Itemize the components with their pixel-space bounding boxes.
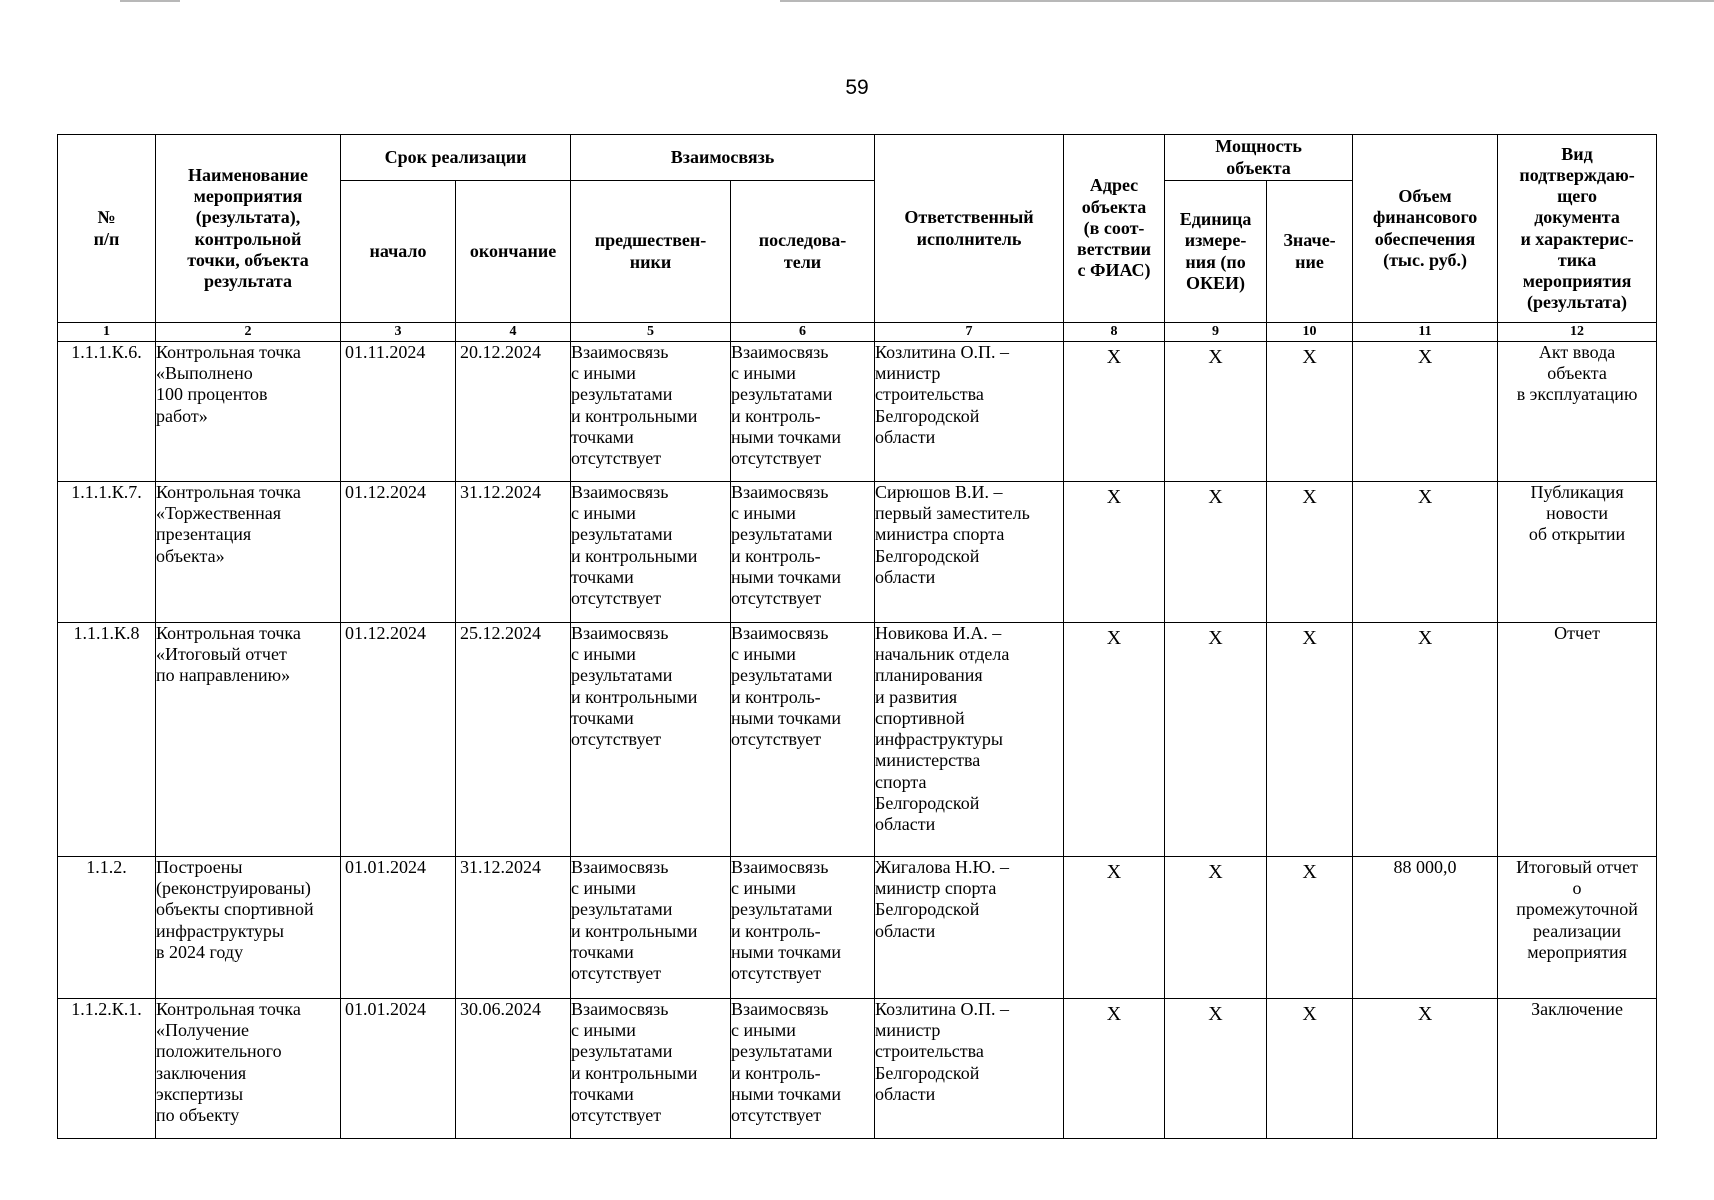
- cell-num: 1.1.2.К.1.: [58, 999, 156, 1139]
- cell-responsible: Жигалова Н.Ю. – министр спорта Белгородской области: [875, 857, 1064, 999]
- header-num: № п/п: [58, 135, 156, 323]
- cell-address: Х: [1064, 623, 1165, 857]
- cell-num: 1.1.1.К.7.: [58, 482, 156, 623]
- table-row: [58, 999, 1657, 1139]
- header-value: Значе- ние: [1267, 181, 1353, 323]
- cell-name: Контрольная точка «Выполнено 100 процентов работ»: [156, 342, 341, 482]
- cell-document: Заключение: [1498, 999, 1657, 1139]
- cell-funding: Х: [1353, 999, 1498, 1139]
- cell-unit: Х: [1165, 857, 1267, 999]
- column-number: 7: [875, 323, 1064, 342]
- cell-start: 01.12.2024: [341, 623, 456, 857]
- table-header: [58, 135, 1657, 342]
- column-number: 1: [58, 323, 156, 342]
- cell-responsible: Козлитина О.П. – министр строительства Белгородской области: [875, 999, 1064, 1139]
- plan-table: [57, 134, 1657, 1139]
- cell-responsible: Козлитина О.П. – министр строительства Белгородской области: [875, 342, 1064, 482]
- cell-unit: Х: [1165, 482, 1267, 623]
- cell-end: 25.12.2024: [456, 623, 571, 857]
- header-capacity: Мощность объекта: [1165, 135, 1353, 181]
- cell-document: Отчет: [1498, 623, 1657, 857]
- table-row: [58, 482, 1657, 623]
- cell-num: 1.1.1.К.8: [58, 623, 156, 857]
- cell-num: 1.1.2.: [58, 857, 156, 999]
- cell-num: 1.1.1.К.6.: [58, 342, 156, 482]
- cell-document: Акт ввода объекта в эксплуатацию: [1498, 342, 1657, 482]
- column-number: 10: [1267, 323, 1353, 342]
- column-number: 5: [571, 323, 731, 342]
- cell-predecessors: Взаимосвязь с иными результатами и контрольными точками отсутствует: [571, 342, 731, 482]
- cell-funding: Х: [1353, 482, 1498, 623]
- table-row: [58, 623, 1657, 857]
- cell-value: Х: [1267, 623, 1353, 857]
- cell-predecessors: Взаимосвязь с иными результатами и контрольными точками отсутствует: [571, 482, 731, 623]
- cell-start: 01.01.2024: [341, 999, 456, 1139]
- cell-responsible: Новикова И.А. – начальник отдела планирования и развития спортивной инфраструктуры министерства спорта Белгородской области: [875, 623, 1064, 857]
- column-number: 2: [156, 323, 341, 342]
- cell-end: 30.06.2024: [456, 999, 571, 1139]
- cell-successors: Взаимосвязь с иными результатами и контроль- ными точками отсутствует: [731, 999, 875, 1139]
- header-period: Срок реализации: [341, 135, 571, 181]
- cell-funding: Х: [1353, 342, 1498, 482]
- cell-successors: Взаимосвязь с иными результатами и контроль- ными точками отсутствует: [731, 623, 875, 857]
- column-number: 9: [1165, 323, 1267, 342]
- cell-value: Х: [1267, 857, 1353, 999]
- cell-address: Х: [1064, 482, 1165, 623]
- scan-edge-line: [780, 0, 1714, 2]
- cell-name: Контрольная точка «Торжественная презентация объекта»: [156, 482, 341, 623]
- column-number: 3: [341, 323, 456, 342]
- cell-value: Х: [1267, 342, 1353, 482]
- column-number: 6: [731, 323, 875, 342]
- header-address: Адрес объекта (в соот- ветствии с ФИАС): [1064, 135, 1165, 323]
- cell-successors: Взаимосвязь с иными результатами и контроль- ными точками отсутствует: [731, 342, 875, 482]
- cell-value: Х: [1267, 482, 1353, 623]
- cell-name: Контрольная точка «Получение положительного заключения экспертизы по объекту: [156, 999, 341, 1139]
- cell-value: Х: [1267, 999, 1353, 1139]
- table-body: [58, 342, 1657, 1139]
- header-unit: Единица измере- ния (по ОКЕИ): [1165, 181, 1267, 323]
- header-end: окончание: [456, 181, 571, 323]
- cell-document: Публикация новости об открытии: [1498, 482, 1657, 623]
- cell-funding: 88 000,0: [1353, 857, 1498, 999]
- column-number: 8: [1064, 323, 1165, 342]
- header-funding: Объем финансового обеспечения (тыс. руб.): [1353, 135, 1498, 323]
- header-relation: Взаимосвязь: [571, 135, 875, 181]
- cell-start: 01.12.2024: [341, 482, 456, 623]
- column-number: 12: [1498, 323, 1657, 342]
- header-name: Наименование мероприятия (результата), контрольной точки, объекта результата: [156, 135, 341, 323]
- scan-edge-line: [120, 0, 180, 2]
- cell-end: 31.12.2024: [456, 857, 571, 999]
- cell-address: Х: [1064, 857, 1165, 999]
- cell-name: Построены (реконструированы) объекты спортивной инфраструктуры в 2024 году: [156, 857, 341, 999]
- cell-start: 01.11.2024: [341, 342, 456, 482]
- table-row: [58, 342, 1657, 482]
- header-predecessors: предшествен- ники: [571, 181, 731, 323]
- column-number: 4: [456, 323, 571, 342]
- cell-predecessors: Взаимосвязь с иными результатами и контрольными точками отсутствует: [571, 623, 731, 857]
- column-number-row: [58, 323, 1657, 342]
- cell-unit: Х: [1165, 623, 1267, 857]
- cell-predecessors: Взаимосвязь с иными результатами и контрольными точками отсутствует: [571, 857, 731, 999]
- table-row: [58, 857, 1657, 999]
- cell-responsible: Сирюшов В.И. – первый заместитель министра спорта Белгородской области: [875, 482, 1064, 623]
- cell-end: 31.12.2024: [456, 482, 571, 623]
- page-number: 59: [845, 76, 869, 99]
- cell-name: Контрольная точка «Итоговый отчет по направлению»: [156, 623, 341, 857]
- cell-predecessors: Взаимосвязь с иными результатами и контрольными точками отсутствует: [571, 999, 731, 1139]
- cell-end: 20.12.2024: [456, 342, 571, 482]
- cell-address: Х: [1064, 342, 1165, 482]
- header-responsible: Ответственный исполнитель: [875, 135, 1064, 323]
- cell-unit: Х: [1165, 342, 1267, 482]
- header-start: начало: [341, 181, 456, 323]
- cell-successors: Взаимосвязь с иными результатами и контроль- ными точками отсутствует: [731, 482, 875, 623]
- cell-start: 01.01.2024: [341, 857, 456, 999]
- column-number: 11: [1353, 323, 1498, 342]
- cell-unit: Х: [1165, 999, 1267, 1139]
- cell-successors: Взаимосвязь с иными результатами и контроль- ными точками отсутствует: [731, 857, 875, 999]
- header-successors: последова- тели: [731, 181, 875, 323]
- header-document: Вид подтверждаю- щего документа и характерис- тика мероприятия (результата): [1498, 135, 1657, 323]
- cell-document: Итоговый отчет о промежуточной реализации мероприятия: [1498, 857, 1657, 999]
- cell-funding: Х: [1353, 623, 1498, 857]
- cell-address: Х: [1064, 999, 1165, 1139]
